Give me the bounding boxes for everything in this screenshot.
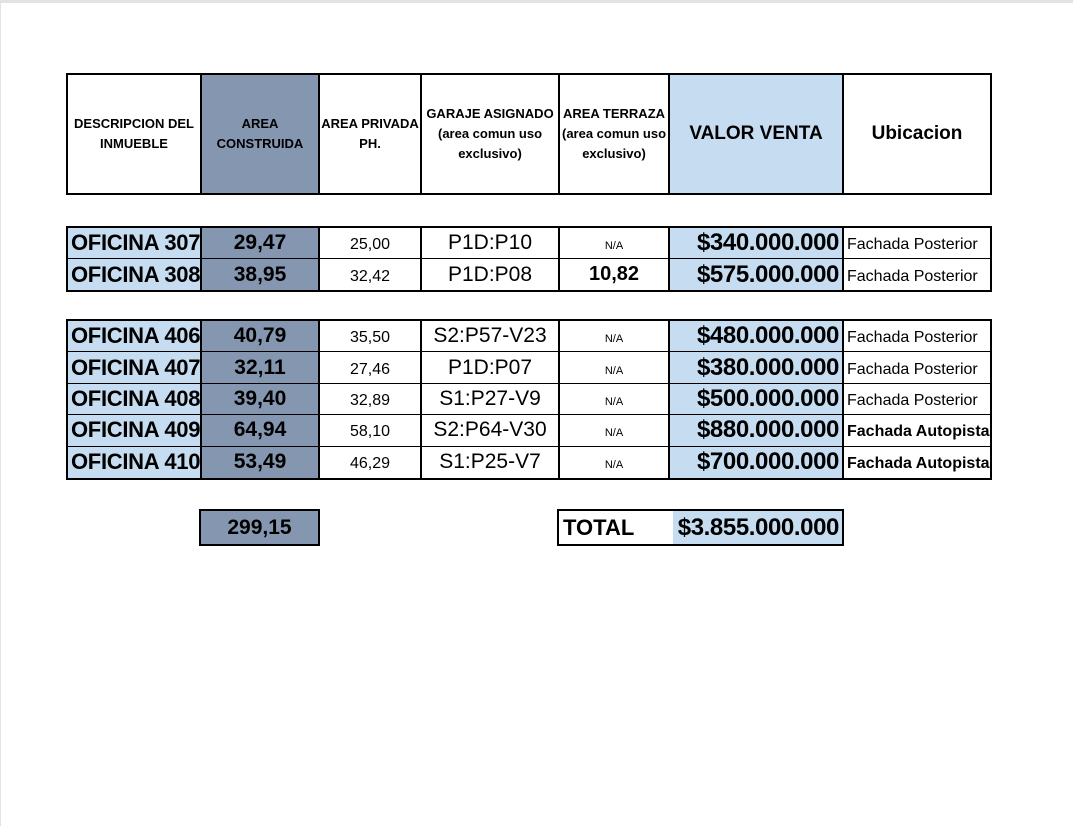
table-header bbox=[66, 73, 992, 195]
area-construida-value: 53,49 bbox=[202, 447, 320, 478]
area-privada-value: 25,00 bbox=[320, 228, 422, 259]
area-construida-value: 38,95 bbox=[202, 259, 320, 290]
area-construida-value: 29,47 bbox=[202, 228, 320, 259]
garaje-value: S1:P25-V7 bbox=[422, 447, 560, 478]
area-construida-value: 39,40 bbox=[202, 384, 320, 415]
area-privada-value: 46,29 bbox=[320, 447, 422, 478]
office-name: OFICINA 308 bbox=[68, 259, 202, 290]
office-name: OFICINA 410 bbox=[68, 447, 202, 478]
garaje-value: S2:P57-V23 bbox=[422, 321, 560, 352]
area-construida-total: 299,15 bbox=[199, 509, 320, 546]
area-privada-value: 27,46 bbox=[320, 352, 422, 383]
ubicacion-value: Fachada Posterior bbox=[844, 321, 990, 352]
total-label: TOTAL bbox=[563, 514, 635, 540]
valor-venta-value: $575.000.000 bbox=[670, 259, 844, 290]
office-name: OFICINA 408 bbox=[68, 384, 202, 415]
header-area-construida: AREA CONSTRUIDA bbox=[202, 75, 320, 193]
ubicacion-value: Fachada Posterior bbox=[844, 384, 990, 415]
terraza-value: N/A bbox=[560, 352, 670, 383]
header-valor-venta: VALOR VENTA bbox=[670, 75, 844, 193]
valor-venta-value: $700.000.000 bbox=[670, 447, 844, 478]
ubicacion-value: Fachada Posterior bbox=[844, 352, 990, 383]
office-group-3rd-floor bbox=[66, 226, 992, 292]
terraza-value: N/A bbox=[560, 447, 670, 478]
office-name: OFICINA 407 bbox=[68, 352, 202, 383]
valor-venta-value: $880.000.000 bbox=[670, 415, 844, 446]
garaje-value: P1D:P07 bbox=[422, 352, 560, 383]
office-name: OFICINA 406 bbox=[68, 321, 202, 352]
header-area-privada: AREA PRIVADA PH. bbox=[320, 75, 422, 193]
area-privada-value: 58,10 bbox=[320, 415, 422, 446]
area-construida-value: 40,79 bbox=[202, 321, 320, 352]
valor-venta-value: $480.000.000 bbox=[670, 321, 844, 352]
area-privada-value: 32,42 bbox=[320, 259, 422, 290]
page-top-border bbox=[0, 0, 1073, 3]
ubicacion-value: Fachada Autopista bbox=[844, 415, 990, 446]
office-rows-group1 bbox=[68, 228, 990, 290]
area-privada-value: 32,89 bbox=[320, 384, 422, 415]
total-value: $3.855.000.000 bbox=[673, 511, 842, 544]
valor-venta-value: $340.000.000 bbox=[670, 228, 844, 259]
area-construida-value: 64,94 bbox=[202, 415, 320, 446]
area-privada-value: 35,50 bbox=[320, 321, 422, 352]
valor-venta-value: $500.000.000 bbox=[670, 384, 844, 415]
header-descripcion: DESCRIPCION DEL INMUEBLE bbox=[68, 75, 202, 193]
ubicacion-value: Fachada Posterior bbox=[847, 267, 978, 285]
garaje-value: P1D:P10 bbox=[422, 228, 560, 259]
terraza-value: 10,82 bbox=[560, 259, 670, 290]
office-name: OFICINA 409 bbox=[68, 415, 202, 446]
page-left-border bbox=[0, 3, 1, 826]
header-terraza: AREA TERRAZA (area comun uso exclusivo) bbox=[560, 75, 670, 193]
office-name: OFICINA 307 bbox=[68, 228, 202, 259]
ubicacion-value: Fachada Autopista bbox=[847, 455, 990, 473]
garaje-value: S1:P27-V9 bbox=[422, 384, 560, 415]
office-group-4th-floor bbox=[66, 319, 992, 480]
ubicacion-value: Fachada Posterior bbox=[844, 228, 990, 259]
header-ubicacion: Ubicacion bbox=[871, 123, 963, 144]
garaje-value: P1D:P08 bbox=[422, 259, 560, 290]
terraza-value: N/A bbox=[560, 384, 670, 415]
area-construida-value: 32,11 bbox=[202, 352, 320, 383]
office-rows-group2 bbox=[68, 321, 990, 478]
valor-venta-value: $380.000.000 bbox=[670, 352, 844, 383]
garaje-value: S2:P64-V30 bbox=[422, 415, 560, 446]
terraza-value: N/A bbox=[560, 321, 670, 352]
header-garaje: GARAJE ASIGNADO (area comun uso exclusivo) bbox=[422, 75, 560, 193]
terraza-value: N/A bbox=[560, 415, 670, 446]
terraza-value: N/A bbox=[560, 228, 670, 259]
total-row bbox=[557, 509, 844, 546]
